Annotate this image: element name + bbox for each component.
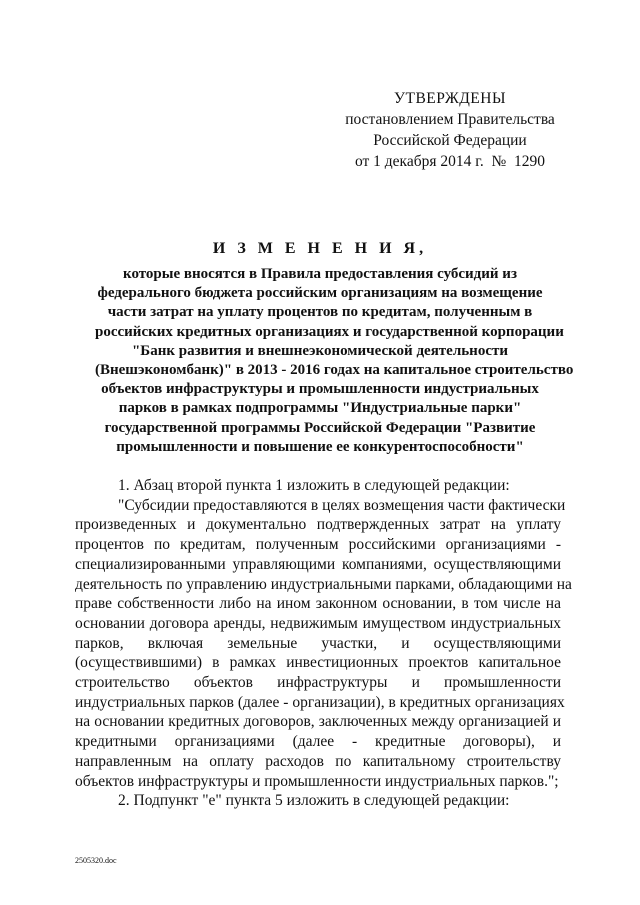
- body-line: произведенных и документально подтвержденных затрат на уплату: [75, 516, 561, 534]
- body-line: праве собственности либо на ином законном основании, в том числе на: [75, 595, 561, 613]
- document-body: [75, 476, 572, 811]
- body-line: парков, включая земельные участки, и осуществляющими: [75, 634, 561, 652]
- body-line: "Субсидии предоставляются в целях возмещения части фактически: [118, 496, 566, 514]
- body-line: строительство объектов инфраструктуры и промышленности: [75, 674, 561, 692]
- approval-heading: УТВЕРЖДЕНЫ: [394, 90, 506, 107]
- subtitle-line: государственной программы Российской Федерации "Развитие: [104, 419, 536, 436]
- subtitle-line: парков в рамках подпрограммы "Индустриальные парки": [118, 400, 522, 417]
- body-line: на основании кредитных договоров, заключенных между организацией и: [75, 713, 561, 731]
- body-line: деятельность по управлению индустриальными парками, обладающими на: [75, 575, 572, 593]
- subtitle-line: объектов инфраструктуры и промышленности индустриальных: [101, 381, 539, 398]
- body-line: объектов инфраструктуры и промышленности индустриальных парков.";: [75, 772, 559, 790]
- footer-filename: 2505320.doc: [75, 856, 117, 865]
- subtitle-line: российских кредитных организациях и государственной корпорации: [95, 323, 564, 340]
- body-line: (осуществившими) в рамках инвестиционных проектов капитальное: [75, 654, 561, 672]
- subtitle-line: "Банк развития и внешнеэкономической деятельности: [131, 342, 508, 359]
- subtitle-line: (Внешэкономбанк)" в 2013 - 2016 годах на капитальное строительство: [95, 362, 574, 379]
- approval-date-line: от 1 декабря 2014 г. № 1290: [354, 153, 546, 170]
- body-line: направленным на оплату расходов по капитальному строительству: [75, 752, 561, 770]
- body-line: основании договора аренды, недвижимым имуществом индустриальных: [75, 614, 561, 632]
- subtitle-line: которые вносятся в Правила предоставления субсидий из: [123, 266, 517, 282]
- approval-line-2: Российской Федерации: [373, 132, 527, 149]
- body-line: индустриальных парков (далее - организации), в кредитных организациях: [75, 693, 565, 711]
- document-title: И З М Е Н Е Н И Я,: [212, 240, 428, 257]
- body-line: специализированными управляющими компаниями, осуществляющими: [75, 555, 561, 573]
- body-line: кредитными организациями (далее - кредитные договоры), и: [75, 733, 561, 751]
- body-line: 1. Абзац второй пункта 1 изложить в следующей редакции:: [118, 477, 510, 494]
- body-line: процентов по кредитам, полученным российскими организациями -: [75, 536, 561, 554]
- approval-line-1: постановлением Правительства: [345, 111, 555, 128]
- subtitle-line: федерального бюджета российским организациям на возмещение: [97, 285, 543, 302]
- approval-block: [300, 88, 600, 172]
- body-line: 2. Подпункт "е" пункта 5 изложить в следующей редакции:: [118, 792, 510, 810]
- subtitle-line: части затрат на уплату процентов по кредитам, полученным в: [107, 304, 533, 321]
- document-subtitle: [95, 265, 574, 457]
- subtitle-line: промышленности и повышение ее конкурентоспособности": [116, 438, 524, 455]
